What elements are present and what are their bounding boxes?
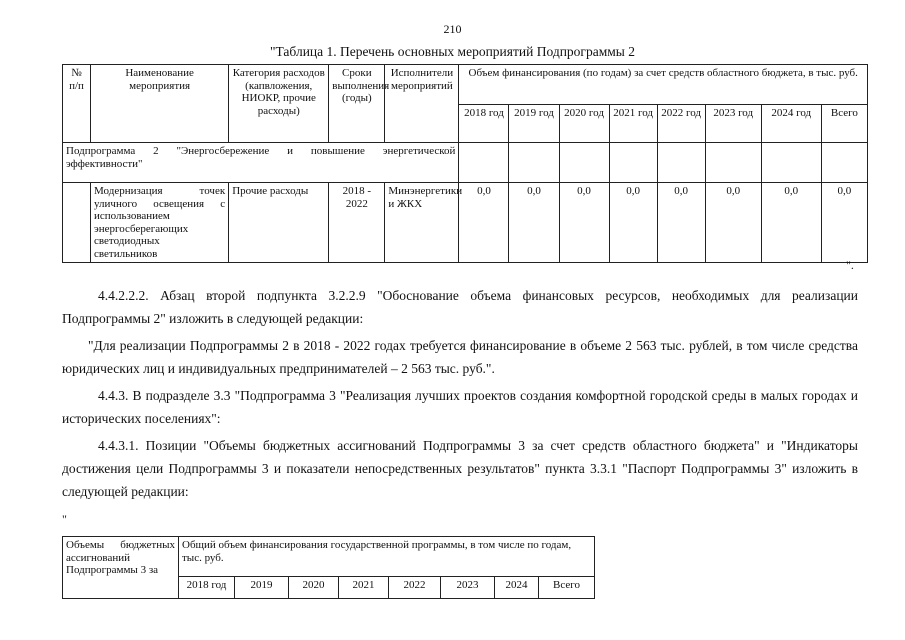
header-name: Наименование мероприятия bbox=[91, 65, 229, 143]
header-category: Категория расходов (капвложения, НИОКР, прочие расходы) bbox=[229, 65, 329, 143]
value-cell: 0,0 bbox=[761, 183, 821, 263]
passport-year: 2021 bbox=[339, 577, 389, 599]
measure-period: 2018 - 2022 bbox=[329, 183, 385, 263]
passport-left-label: Объемы бюджетных ассигнований Подпрограммы 3 за bbox=[63, 537, 179, 599]
table-closing-quote: ". bbox=[846, 258, 854, 272]
paragraph: 4.4.3.1. Позиции "Объемы бюджетных ассигнований Подпрограммы 3 за счет средств областного бюджета" и "Индикаторы достижения цели Подпрограммы 3 и показатели непосредственных результатов" пункта 3.3.1 "Паспорт Подпрограммы 3" изложить в следующей редакции: bbox=[62, 438, 858, 499]
measure-name: Модернизация точек уличного освещения с использованием энергосберегающих светодиодных светильников bbox=[91, 183, 229, 263]
subprogram-title: Подпрограмма 2 "Энергосбережение и повышение энергетической эффективности" bbox=[63, 143, 459, 183]
passport-year: 2020 bbox=[289, 577, 339, 599]
header-num: № п/п bbox=[63, 65, 91, 143]
measure-category: Прочие расходы bbox=[229, 183, 329, 263]
passport-total: Всего bbox=[539, 577, 595, 599]
header-funding: Объем финансирования (по годам) за счет средств областного бюджета, в тыс. руб. bbox=[459, 65, 868, 105]
table-caption: "Таблица 1. Перечень основных мероприятий Подпрограммы 2 bbox=[270, 44, 635, 59]
page-number: 210 bbox=[443, 22, 462, 36]
passport-table bbox=[62, 536, 595, 599]
value-cell-total: 0,0 bbox=[821, 183, 867, 263]
passport-year: 2019 bbox=[235, 577, 289, 599]
header-year: 2019 год bbox=[509, 105, 559, 143]
header-year: 2023 год bbox=[705, 105, 761, 143]
paragraph: "Для реализации Подпрограммы 2 в 2018 - 2022 годах требуется финансирование в объеме 2 563 тыс. рублей, в том числе средства юридических лиц и индивидуальных предпринимателей – 2 563 тыс. руб.". bbox=[62, 338, 858, 376]
quote-mark: " bbox=[62, 512, 67, 526]
header-year: 2024 год bbox=[761, 105, 821, 143]
value-cell: 0,0 bbox=[705, 183, 761, 263]
header-year: 2022 год bbox=[657, 105, 705, 143]
header-period: Сроки выполнения (годы) bbox=[329, 65, 385, 143]
measure-executor: Минэнергетики и ЖКХ bbox=[385, 183, 459, 263]
passport-header: Общий объем финансирования государственной программы, в том числе по годам, тыс. руб. bbox=[179, 537, 595, 577]
passport-year: 2022 bbox=[389, 577, 441, 599]
header-year: 2021 год bbox=[609, 105, 657, 143]
header-year: 2020 год bbox=[559, 105, 609, 143]
header-total: Всего bbox=[821, 105, 867, 143]
header-year: 2018 год bbox=[459, 105, 509, 143]
passport-year: 2023 bbox=[441, 577, 495, 599]
value-cell: 0,0 bbox=[657, 183, 705, 263]
passport-year: 2024 bbox=[495, 577, 539, 599]
header-executor: Исполнители мероприятий bbox=[385, 65, 459, 143]
row-number bbox=[63, 183, 91, 263]
value-cell: 0,0 bbox=[609, 183, 657, 263]
value-cell: 0,0 bbox=[509, 183, 559, 263]
value-cell: 0,0 bbox=[559, 183, 609, 263]
paragraph: 4.4.3. В подразделе 3.3 "Подпрограмма 3 "Реализация лучших проектов создания комфортной городской среды в малых городах и исторических поселениях": bbox=[62, 388, 858, 426]
passport-year: 2018 год bbox=[179, 577, 235, 599]
measures-table bbox=[62, 64, 868, 263]
paragraph: 4.4.2.2.2. Абзац второй подпункта 3.2.2.9 "Обоснование объема финансовых ресурсов, необходимых для реализации Подпрограммы 2" изложить в следующей редакции: bbox=[62, 288, 858, 326]
value-cell: 0,0 bbox=[459, 183, 509, 263]
